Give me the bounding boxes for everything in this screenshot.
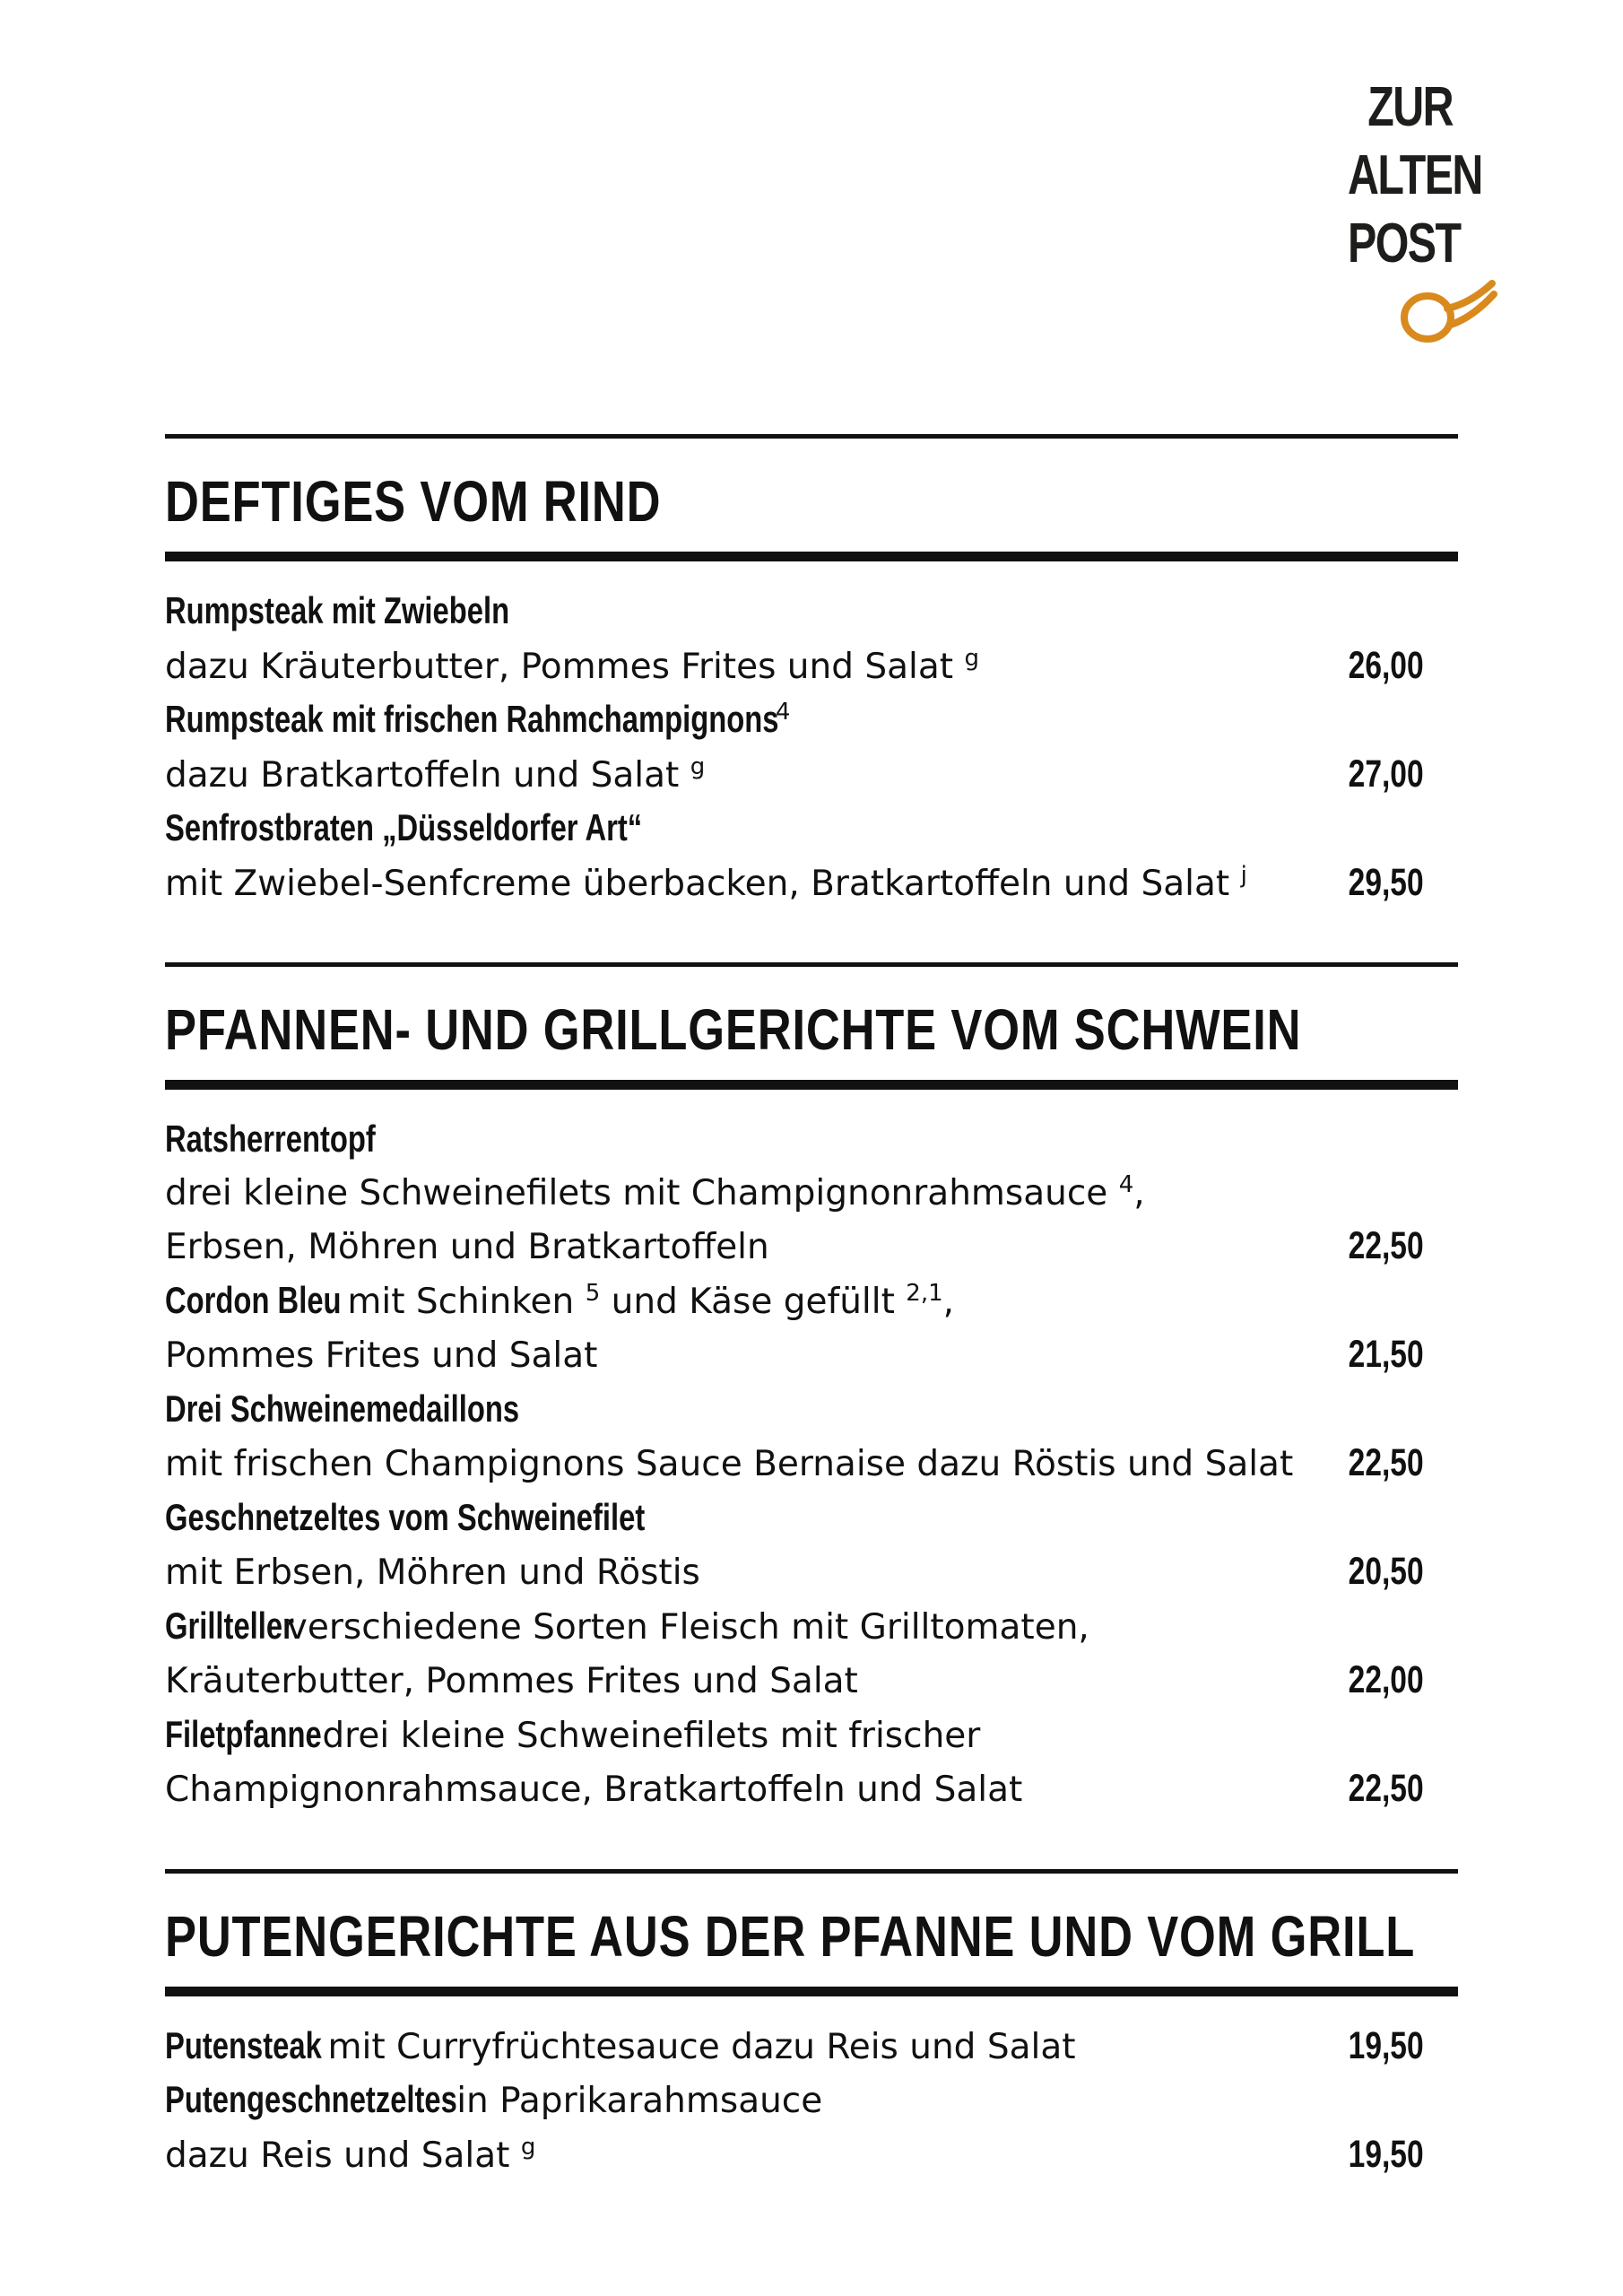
restaurant-logo xyxy=(1318,74,1482,278)
price: 26,00 xyxy=(1349,643,1424,687)
dish-description xyxy=(165,750,705,803)
menu-items xyxy=(165,1113,1424,1817)
dish-description xyxy=(165,693,790,748)
price: 27,00 xyxy=(1349,752,1424,796)
price: 22,50 xyxy=(1349,1441,1424,1484)
menu-line xyxy=(165,639,1424,694)
menu-line xyxy=(165,1437,1424,1492)
menu-line xyxy=(165,1492,1424,1546)
dish-name: Rumpsteak mit frischen Rahmchampignons xyxy=(165,698,779,740)
section-rule-bottom xyxy=(165,1080,1458,1090)
section-rule-top xyxy=(165,434,1458,439)
menu-section xyxy=(165,434,1458,910)
section-title: PUTENGERICHTE AUS DER PFANNE UND VOM GRILL xyxy=(165,1903,1416,1969)
dish-name: Rumpsteak mit Zwiebeln xyxy=(165,589,510,631)
menu-line xyxy=(165,1168,1424,1221)
dish-description xyxy=(165,1330,597,1383)
section-rule-top xyxy=(165,962,1458,967)
price: 29,50 xyxy=(1349,860,1424,904)
dish-text: dazu Kräuterbutter, Pommes Frites und Salat xyxy=(165,646,954,687)
menu-items xyxy=(165,585,1424,910)
price: 19,50 xyxy=(1349,2132,1424,2176)
section-title: PFANNEN- UND GRILLGERICHTE VOM SCHWEIN xyxy=(165,997,1302,1062)
menu-items xyxy=(165,2020,1424,2183)
menu-line xyxy=(165,857,1424,911)
section-rule-top xyxy=(165,1869,1458,1874)
allergen-code: j xyxy=(1240,861,1247,889)
menu-line xyxy=(165,748,1424,803)
price: 19,50 xyxy=(1349,2023,1424,2067)
dish-text: verschiedene Sorten Fleisch mit Grilltomaten, xyxy=(275,1606,1089,1648)
dish-description xyxy=(165,802,643,857)
menu-line xyxy=(165,1600,1424,1655)
dish-name: Ratsherrentopf xyxy=(165,1118,376,1160)
dish-description xyxy=(165,2130,535,2183)
dish-name: Grillteller xyxy=(165,1604,294,1647)
allergen-code: g xyxy=(964,644,980,672)
dish-text: mit Schinken xyxy=(335,1281,575,1322)
dish-text-cont: , xyxy=(942,1281,955,1322)
dish-text: dazu Bratkartoffeln und Salat xyxy=(165,754,680,796)
dish-description xyxy=(165,1168,1145,1221)
dish-text: Champignonrahmsauce, Bratkartoffeln und Salat xyxy=(165,1770,1023,1810)
dish-text: mit Erbsen, Möhren und Röstis xyxy=(165,1552,700,1593)
dish-text: Kräuterbutter, Pommes Frites und Salat xyxy=(165,1661,858,1701)
dish-description xyxy=(165,1492,646,1546)
menu-line xyxy=(165,1220,1424,1274)
allergen-code: 4 xyxy=(775,699,791,726)
menu-line xyxy=(165,693,1424,748)
section-rule-bottom xyxy=(165,1987,1458,1996)
menu-line xyxy=(165,1383,1424,1438)
price: 20,50 xyxy=(1349,1550,1424,1593)
logo-line-2: ALTEN xyxy=(1348,144,1482,206)
menu-section xyxy=(165,962,1458,1817)
menu-line xyxy=(165,1762,1424,1817)
dish-description xyxy=(165,1764,1022,1817)
dish-text: mit frischen Champignons Sauce Bernaise dazu Röstis und Salat xyxy=(165,1444,1294,1484)
allergen-code: 4 xyxy=(1118,1170,1134,1198)
menu-page xyxy=(165,434,1458,2234)
menu-line xyxy=(165,1709,1424,1763)
menu-line xyxy=(165,2074,1424,2128)
allergen-code: 5 xyxy=(585,1279,601,1307)
menu-line xyxy=(165,2020,1424,2074)
dish-name: Drei Schweinemedaillons xyxy=(165,1387,520,1430)
dish-text: Erbsen, Möhren und Bratkartoffeln xyxy=(165,1227,769,1267)
dish-name: Geschnetzeltes vom Schweinefilet xyxy=(165,1495,646,1538)
dish-description xyxy=(165,1222,769,1274)
menu-line xyxy=(165,1654,1424,1709)
dish-name: Cordon Bleu xyxy=(165,1278,342,1321)
dish-text: drei kleine Schweinefilets mit frischer xyxy=(311,1715,981,1756)
allergen-code: g xyxy=(690,752,706,780)
menu-section xyxy=(165,1869,1458,2183)
dish-name: Filetpfanne xyxy=(165,1712,322,1755)
price: 22,00 xyxy=(1349,1658,1424,1701)
dish-text-cont: , xyxy=(1133,1172,1145,1213)
price: 21,50 xyxy=(1349,1333,1424,1376)
dish-description xyxy=(165,1383,520,1438)
menu-line xyxy=(165,2128,1424,2183)
dish-description xyxy=(165,1274,954,1329)
dish-name: Putengeschnetzeltes xyxy=(165,2078,457,2120)
logo-wordmark xyxy=(1348,74,1482,278)
dish-description xyxy=(165,858,1247,911)
post-horn-icon xyxy=(1392,273,1499,353)
dish-text: dazu Reis und Salat xyxy=(165,2135,510,2176)
menu-line xyxy=(165,585,1424,639)
allergen-code: 2,1 xyxy=(906,1279,943,1307)
price: 22,50 xyxy=(1349,1767,1424,1810)
dish-name: Putensteak xyxy=(165,2023,322,2066)
allergen-code: g xyxy=(520,2133,536,2161)
dish-description xyxy=(165,641,979,694)
dish-text-cont: und Käse gefüllt xyxy=(600,1281,895,1322)
logo-line-1: ZUR xyxy=(1367,76,1453,138)
dish-description xyxy=(165,1547,700,1600)
menu-line xyxy=(165,1274,1424,1329)
dish-description xyxy=(165,2074,822,2128)
dish-text: drei kleine Schweinefilets mit Champignonrahmsauce xyxy=(165,1172,1108,1213)
section-title: DEFTIGES VOM RIND xyxy=(165,469,662,534)
dish-description xyxy=(165,1656,858,1709)
dish-description xyxy=(165,1439,1293,1492)
menu-line xyxy=(165,1545,1424,1600)
price: 22,50 xyxy=(1349,1224,1424,1267)
dish-text: mit Zwiebel-Senfcreme überbacken, Bratkartoffeln und Salat xyxy=(165,863,1230,904)
dish-text: in Paprikarahmsauce xyxy=(445,2081,823,2121)
section-rule-bottom xyxy=(165,552,1458,561)
dish-text: mit Curryfrüchtesauce dazu Reis und Salat xyxy=(317,2026,1076,2067)
dish-description xyxy=(165,1113,376,1168)
menu-line xyxy=(165,802,1424,857)
dish-name: Senfrostbraten „Düsseldorfer Art“ xyxy=(165,806,643,848)
dish-description xyxy=(165,2020,1076,2074)
dish-description xyxy=(165,1709,980,1763)
menu-line xyxy=(165,1328,1424,1383)
logo-line-3: POST xyxy=(1348,213,1461,274)
dish-text: Pommes Frites und Salat xyxy=(165,1335,598,1376)
dish-description xyxy=(165,1600,1089,1655)
menu-line xyxy=(165,1113,1424,1168)
dish-description xyxy=(165,585,510,639)
